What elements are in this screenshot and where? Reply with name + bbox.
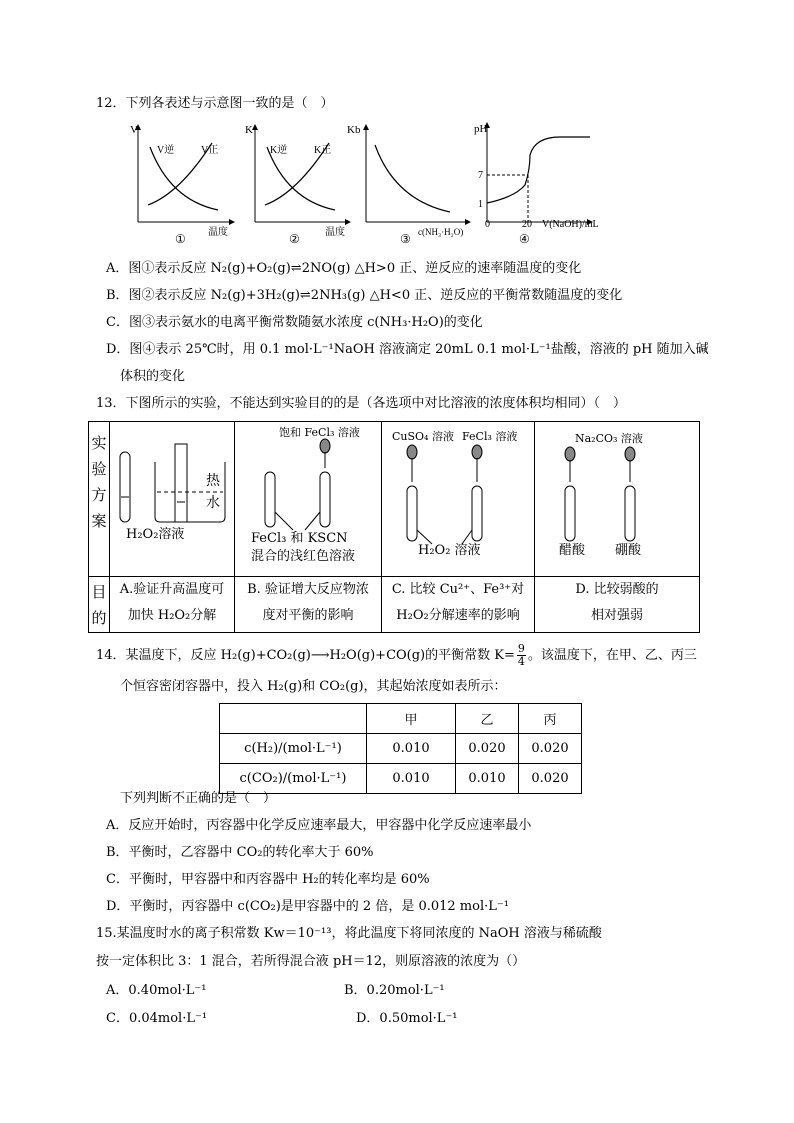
q14-row1-c3: 0.020 — [519, 734, 582, 764]
graph-4-tick-0: 0 — [485, 219, 490, 230]
q13-row-head-scheme: 实 验 方 案 — [89, 422, 110, 577]
graph-4-tick-1: 1 — [478, 199, 483, 210]
q14-fraction: $\frac{9}{4}$ — [517, 642, 525, 668]
q12-option-b: B．图②表示反应 N₂(g)+3H₂(g)⇌2NH₃(g) △H<0 正、逆反应的平衡常数随温度的变化 — [106, 288, 623, 303]
q12-option-a: A．图①表示反应 N₂(g)+O₂(g)⇌2NO(g) △H>0 正、逆反应的速率随温度的变化 — [106, 261, 582, 276]
q14-option-d: D．平衡时，丙容器中 c(CO₂)是甲容器中的 2 倍，是 0.012 mol·L⁻¹ — [106, 899, 509, 914]
q14-option-b: B．平衡时，乙容器中 CO₂的转化率大于 60% — [106, 845, 374, 860]
graph-3-xlabel: c(NH₃·H₂O) — [418, 227, 464, 237]
q14-concentration-table — [219, 703, 582, 794]
q14-option-a: A．反应开始时，丙容器中化学反应速率最大，甲容器中化学反应速率最小 — [106, 818, 532, 833]
q12-option-c: C．图③表示氨水的电离平衡常数随氨水浓度 c(NH₃·H₂O)的变化 — [106, 315, 483, 330]
panel-a-label: H₂O₂溶液 — [126, 527, 185, 542]
panel-b-label2: 混合的浅红色溶液 — [251, 549, 356, 564]
q15-line1: 15.某温度时水的离子积常数 Kw＝10⁻¹³，将此温度下将同浓度的 NaOH 溶液与稀硫酸 — [96, 926, 602, 941]
graph-4 — [474, 123, 599, 246]
panel-a-hot-water: 热 水 — [206, 473, 220, 511]
panel-c-label: H₂O₂ 溶液 — [418, 543, 481, 558]
q12-graphs — [0, 115, 794, 265]
q15-option-d: D．0.50mol·L⁻¹ — [356, 1011, 458, 1026]
q14-row1-c1: 0.010 — [367, 734, 456, 764]
q14-row2-c2: 0.010 — [456, 764, 519, 794]
q13-row-head-purpose: 目 的 — [89, 577, 110, 633]
graph-4-xlabel: V(NaOH)/mL — [542, 219, 599, 230]
graph-2-curve2: K正 — [314, 145, 332, 156]
graph-2-curve1: K逆 — [270, 145, 288, 156]
graph-4-ylabel: pH — [474, 123, 488, 135]
panel-d-label2: 硼酸 — [615, 543, 642, 558]
q14-option-c: C．平衡时，甲容器中和丙容器中 H₂的转化率均是 60% — [106, 872, 430, 887]
q13-title: 13．下图所示的实验，不能达到实验目的的是（各选项中对比溶液的浓度体积均相同）（ ） — [96, 396, 627, 411]
graph-4-tick-7: 7 — [478, 170, 483, 181]
graph-4-tick-20: 20 — [522, 219, 532, 230]
q14-th-2: 乙 — [456, 704, 519, 734]
graph-1 — [130, 124, 232, 246]
q14-row1-c2: 0.020 — [456, 734, 519, 764]
panel-b-label1: FeCl₃ 和 KSCN — [251, 531, 348, 546]
q14-th-1: 甲 — [367, 704, 456, 734]
q15-option-b: B．0.20mol·L⁻¹ — [344, 983, 445, 998]
q13-purpose-b: B. 验证增大反应物浓 度对平衡的影响 — [235, 577, 382, 633]
panel-c-top2: FeCl₃ 溶液 — [462, 430, 518, 443]
q15-line2: 按一定体积比 3：1 混合，若所得混合液 pH＝12，则原溶液的浓度为（） — [96, 954, 526, 969]
graph-1-number: ① — [175, 232, 186, 246]
panel-d-top: Na₂CO₃ 溶液 — [575, 432, 643, 445]
q14-line2: 个恒容密闭容器中，投入 H₂(g)和 CO₂(g)，其起始浓度如表所示： — [120, 679, 507, 694]
graph-3 — [347, 124, 468, 246]
q14-th-3: 丙 — [519, 704, 582, 734]
q13-purpose-d: D. 比较弱酸的 相对强弱 — [535, 577, 700, 633]
q14-th-0 — [220, 704, 367, 734]
panel-c-top1: CuSO₄ 溶液 — [392, 430, 454, 443]
graph-2-number: ② — [289, 232, 300, 246]
graph-2 — [245, 124, 348, 246]
q13-purpose-c: C. 比较 Cu²⁺、Fe³⁺对 H₂O₂分解速率的影响 — [382, 577, 535, 633]
graph-1-xlabel: 温度 — [208, 227, 228, 238]
q14-row1-label: c(H₂)/(mol·L⁻¹) — [220, 734, 367, 764]
q13-experiment-table — [88, 421, 700, 633]
panel-d-label1: 醋酸 — [559, 543, 586, 558]
q15-option-c: C．0.04mol·L⁻¹ — [106, 1011, 208, 1026]
q12-option-d-cont: 体积的变化 — [120, 369, 186, 384]
q12-option-d: D．图④表示 25℃时，用 0.1 mol·L⁻¹NaOH 溶液滴定 20mL 0.1 mol·L⁻¹盐酸，溶液的 pH 随加入碱 — [106, 342, 709, 357]
q13-panel-d — [535, 422, 700, 577]
q14-prompt: 下列判断不正确的是（ ） — [120, 791, 277, 806]
q14-row2-c3: 0.020 — [519, 764, 582, 794]
q14-row2-c1: 0.010 — [367, 764, 456, 794]
q14-line1: 14．某温度下，反应 H₂(g)+CO₂(g)⟶H₂O(g)+CO(g)的平衡常数 K= $\frac{9}{4}$ 。该温度下，在甲、乙、丙三 — [96, 642, 697, 668]
graph-1-curve2: V正 — [201, 145, 219, 156]
q13-panel-a — [110, 422, 235, 577]
q13-panel-b — [235, 422, 382, 577]
graph-2-xlabel: 温度 — [325, 227, 345, 238]
graph-2-ylabel: K — [245, 124, 253, 136]
q13-purpose-a: A.验证升高温度可 加快 H₂O₂分解 — [110, 577, 235, 633]
q13-panel-c — [382, 422, 535, 577]
graph-1-curve1: V逆 — [157, 145, 175, 156]
q15-option-a: A．0.40mol·L⁻¹ — [106, 983, 207, 998]
graph-1-ylabel: V — [130, 124, 138, 136]
q12-title: 12．下列各表述与示意图一致的是（ ） — [96, 96, 334, 111]
q14-row2-label: c(CO₂)/(mol·L⁻¹) — [220, 764, 367, 794]
panel-b-top: 饱和 FeCl₃ 溶液 — [279, 426, 360, 439]
graph-3-number: ③ — [400, 232, 411, 246]
graph-4-number: ④ — [519, 232, 530, 246]
graph-3-ylabel: Kb — [347, 124, 361, 136]
